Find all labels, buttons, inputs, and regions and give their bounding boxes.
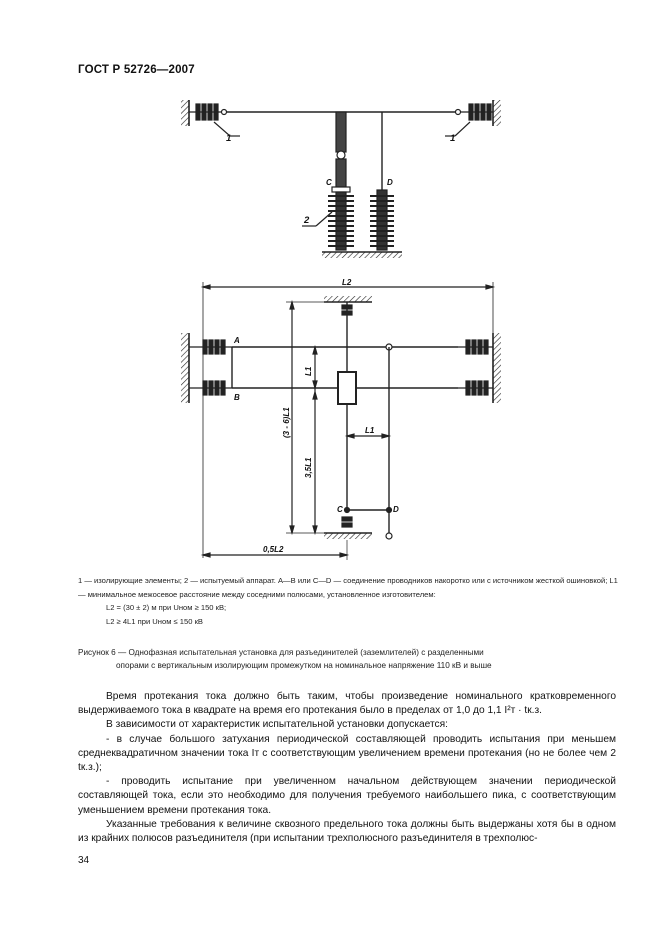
label-dim-l2: L2 xyxy=(342,278,352,287)
label-point-a: A xyxy=(234,336,240,345)
label-point-c-bottom: C xyxy=(337,505,343,514)
insulator-left-a xyxy=(189,340,232,354)
insulator-right-lower xyxy=(458,381,493,395)
label-point-d-top: D xyxy=(387,178,393,187)
legend-line-2: L2 = (30 ± 2) м при Uном ≥ 150 кВ; xyxy=(106,603,227,612)
label-insulator-1-left: 1 xyxy=(226,133,232,144)
label-dim-35: 3,5L1 xyxy=(304,457,313,478)
caption-line-1: Рисунок 6 — Однофазная испытательная установка для разъединителей (заземлителей) с разделенными xyxy=(78,648,484,657)
caption-line-2: опорами с вертикальным изолирующим промежутком на номинальное напряжение 110 кВ и выше xyxy=(116,661,492,670)
label-dim-l1-horizontal: L1 xyxy=(365,426,375,435)
insulator-left-b xyxy=(189,381,232,395)
figure-legend xyxy=(78,574,618,628)
paragraph-5: Указанные требования к величине сквозного предельного тока должны быть выдержаны хотя бы в одном из крайних полюсов разъединителя (при испытании трехполюсного разъединителя в трехполюс- xyxy=(78,818,616,845)
insulator-right-top xyxy=(456,104,494,120)
label-point-d-bottom: D xyxy=(393,505,399,514)
label-point-c-top: C xyxy=(326,178,332,187)
label-dim-range: (3 - 6)L1 xyxy=(282,407,291,438)
body-text xyxy=(78,690,616,846)
label-apparatus-2: 2 xyxy=(304,215,310,226)
label-dim-l1-vertical: L1 xyxy=(304,366,313,376)
label-dim-half-l2: 0,5L2 xyxy=(263,545,284,554)
paragraph-2: В зависимости от характеристик испытательной установки допускается: xyxy=(106,719,448,731)
insulator-stack-d xyxy=(370,190,394,250)
insulator-left-top xyxy=(189,104,227,120)
insulator-right-upper xyxy=(458,340,493,354)
paragraph-1: Время протекания тока должно быть таким, чтобы произведение номинального кратковременного выдерживаемого тока в квадрате на время его протекания было в пределах от 1,0 до 1,1 I²т · tк.з. xyxy=(78,691,616,717)
label-point-b: B xyxy=(234,393,240,402)
legend-line-3: L2 ≥ 4L1 при Uном ≤ 150 кВ xyxy=(106,616,203,626)
paragraph-3: - в случае большого затухания периодической составляющей проводить испытания при меньшем среднеквадратичном значении тока Iт с соответствующим увеличением времени протекания (но не более чем 2 tк.з.); xyxy=(78,733,616,774)
figure-caption xyxy=(78,646,618,672)
label-insulator-1-right: 1 xyxy=(450,133,456,144)
paragraph-4: - проводить испытание при увеличенном начальном действующем значении периодической составляющей тока, если это необходимо для получения требуемого наибольшего пика, с соответствующим уменьшением времени протекания тока. xyxy=(78,776,616,816)
apparatus-stack-c xyxy=(328,192,354,250)
legend-line-1: 1 — изолирующие элементы; 2 — испытуемый аппарат. A—B или C—D — соединение проводников накоротко или с источником жесткой ошиновкой; L1 — минимальное межосевое расстояние между соседними полюсами, установленное изготовителем: xyxy=(78,576,618,599)
standard-header: ГОСТ Р 52726—2007 xyxy=(78,64,195,76)
page-number: 34 xyxy=(78,855,90,866)
